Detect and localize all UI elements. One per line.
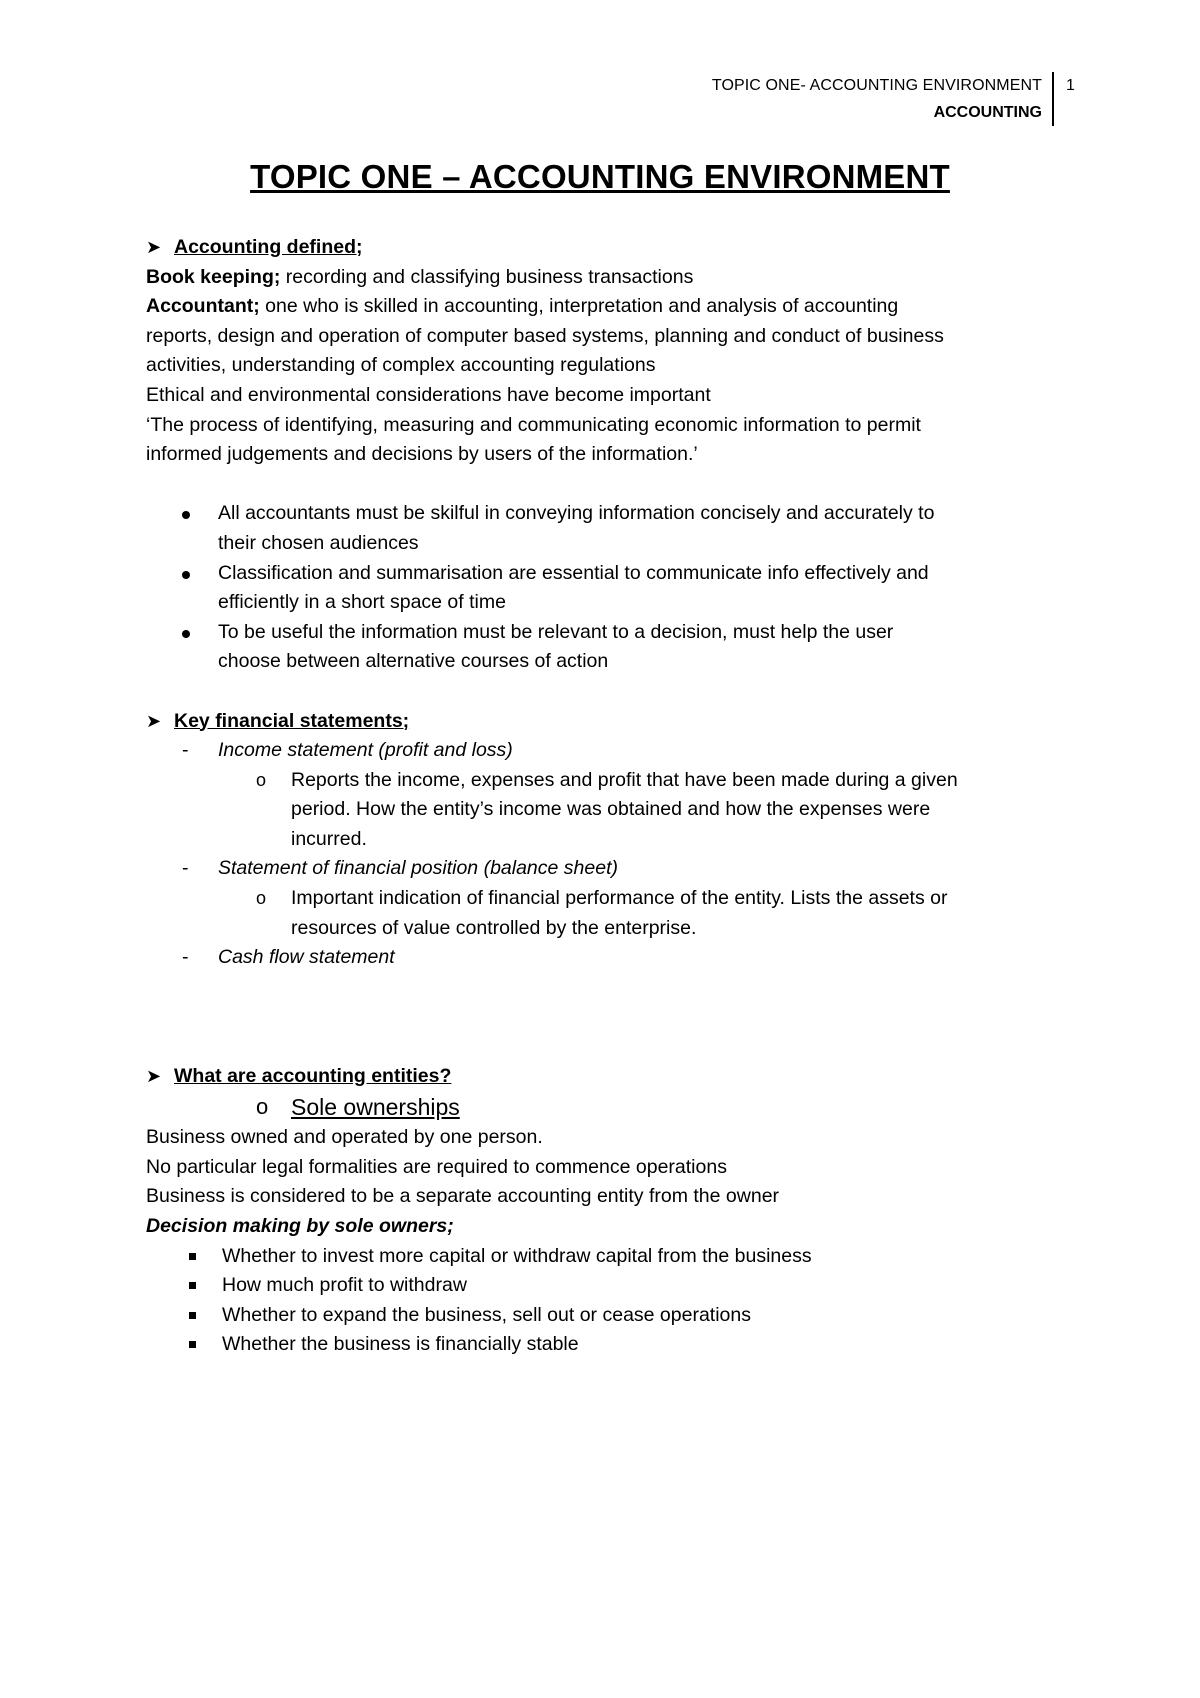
page-title: TOPIC ONE – ACCOUNTING ENVIRONMENT — [250, 158, 950, 195]
list-item-text: Whether to expand the business, sell out or cease operations — [222, 1303, 751, 1326]
term-text: one who is skilled in accounting, interpretation and analysis of accounting — [259, 295, 899, 318]
accountant-definition-line: activities, understanding of complex accounting regulations — [146, 354, 656, 377]
bullet-dot-icon — [182, 511, 190, 519]
square-bullet-icon — [189, 1253, 196, 1260]
statement-detail — [146, 884, 1076, 943]
term-label: Book keeping; — [146, 265, 281, 288]
spacer — [146, 470, 1076, 500]
decision-list — [146, 1242, 1076, 1360]
list-item — [218, 559, 1076, 618]
statement-name: Cash flow statement — [218, 946, 395, 969]
square-bullet-icon — [189, 1282, 196, 1289]
list-item-text: Whether the business is financially stable — [222, 1333, 579, 1356]
entity-description-line: Business is considered to be a separate accounting entity from the owner — [146, 1185, 780, 1208]
square-bullet-icon — [189, 1341, 196, 1348]
list-item — [222, 1301, 1076, 1331]
term-label: Accountant; — [146, 295, 260, 318]
definition-quote-line: ‘The process of identifying, measuring and communicating economic information to permit — [146, 413, 921, 436]
dash-bullet-icon: - — [182, 739, 189, 762]
dash-bullet-icon: - — [182, 857, 189, 880]
decision-label: Decision making by sole owners; — [146, 1215, 454, 1237]
term-text: recording and classifying business transactions — [280, 265, 694, 288]
detail-line: incurred. — [291, 827, 367, 850]
entity-description-line: Business owned and operated by one person. — [146, 1126, 543, 1149]
header-subject: ACCOUNTING — [933, 104, 1042, 121]
list-item — [222, 1271, 1076, 1301]
list-item — [222, 1330, 1076, 1360]
list-item — [218, 499, 1076, 558]
list-item-line: efficiently in a short space of time — [218, 591, 506, 614]
section-heading-text: Key financial statements; — [174, 709, 410, 732]
spacer — [146, 973, 1076, 1003]
dash-bullet-icon: - — [182, 946, 189, 969]
header-title: TOPIC ONE- ACCOUNTING ENVIRONMENT — [711, 77, 1042, 94]
list-item-line: All accountants must be skilful in conveying information concisely and accurately to — [218, 502, 935, 525]
page-number: 1 — [1066, 77, 1075, 94]
statement-item-financial-position — [146, 854, 1076, 884]
bullet-dot-icon — [182, 571, 190, 579]
square-bullet-icon — [189, 1312, 196, 1319]
list-item — [218, 618, 1076, 677]
detail-line: Important indication of financial performance of the entity. Lists the assets or — [291, 887, 948, 910]
list-item-line: choose between alternative courses of action — [218, 650, 609, 673]
list-item-line: their chosen audiences — [218, 531, 419, 554]
spacer — [146, 1032, 1076, 1062]
detail-line: resources of value controlled by the enterprise. — [291, 916, 697, 939]
statement-item-income — [146, 736, 1076, 766]
list-item-text: How much profit to withdraw — [222, 1274, 467, 1297]
circle-bullet-icon: o — [256, 1094, 269, 1120]
bullet-list — [146, 499, 1076, 677]
ethical-note: Ethical and environmental considerations have become important — [146, 383, 711, 406]
sub-heading-text: Sole ownerships — [291, 1094, 460, 1121]
accountant-definition-line: reports, design and operation of computer based systems, planning and conduct of business — [146, 324, 944, 347]
section-heading-text: Accounting defined; — [174, 236, 363, 258]
circle-bullet-icon: o — [256, 769, 267, 790]
bullet-dot-icon — [182, 630, 190, 638]
statement-detail — [146, 766, 1076, 855]
list-item-line: To be useful the information must be relevant to a decision, must help the user — [218, 620, 894, 643]
entity-description-line: No particular legal formalities are required to commence operations — [146, 1155, 727, 1178]
running-header — [712, 72, 1054, 126]
section-heading-accounting-entities — [146, 1062, 1076, 1092]
accountant-definition-line — [146, 292, 1076, 322]
list-item — [222, 1242, 1076, 1272]
statement-item-cash-flow — [146, 943, 1076, 973]
definition-quote-line: informed judgements and decisions by users of the information.’ — [146, 443, 698, 466]
detail-line: period. How the entity’s income was obtained and how the expenses were — [291, 798, 931, 821]
arrow-bullet-icon: ➤ — [146, 710, 162, 731]
statement-name: Statement of financial position (balance sheet) — [218, 857, 618, 880]
statement-name: Income statement (profit and loss) — [218, 739, 513, 762]
arrow-bullet-icon: ➤ — [146, 1065, 162, 1086]
section-heading-text: What are accounting entities? — [174, 1064, 452, 1087]
document-body — [146, 233, 1076, 1360]
circle-bullet-icon: o — [256, 888, 267, 909]
bookkeeping-definition — [146, 263, 1076, 293]
sub-heading-sole-ownerships — [146, 1091, 1076, 1123]
arrow-bullet-icon: ➤ — [146, 237, 162, 257]
section-heading-accounting-defined — [146, 233, 1076, 263]
spacer — [146, 677, 1076, 707]
detail-line: Reports the income, expenses and profit that have been made during a given — [291, 768, 958, 791]
list-item-line: Classification and summarisation are essential to communicate info effectively and — [218, 561, 929, 584]
section-heading-key-financial-statements — [146, 707, 1076, 737]
list-item-text: Whether to invest more capital or withdraw capital from the business — [222, 1244, 812, 1267]
spacer — [146, 1002, 1076, 1032]
